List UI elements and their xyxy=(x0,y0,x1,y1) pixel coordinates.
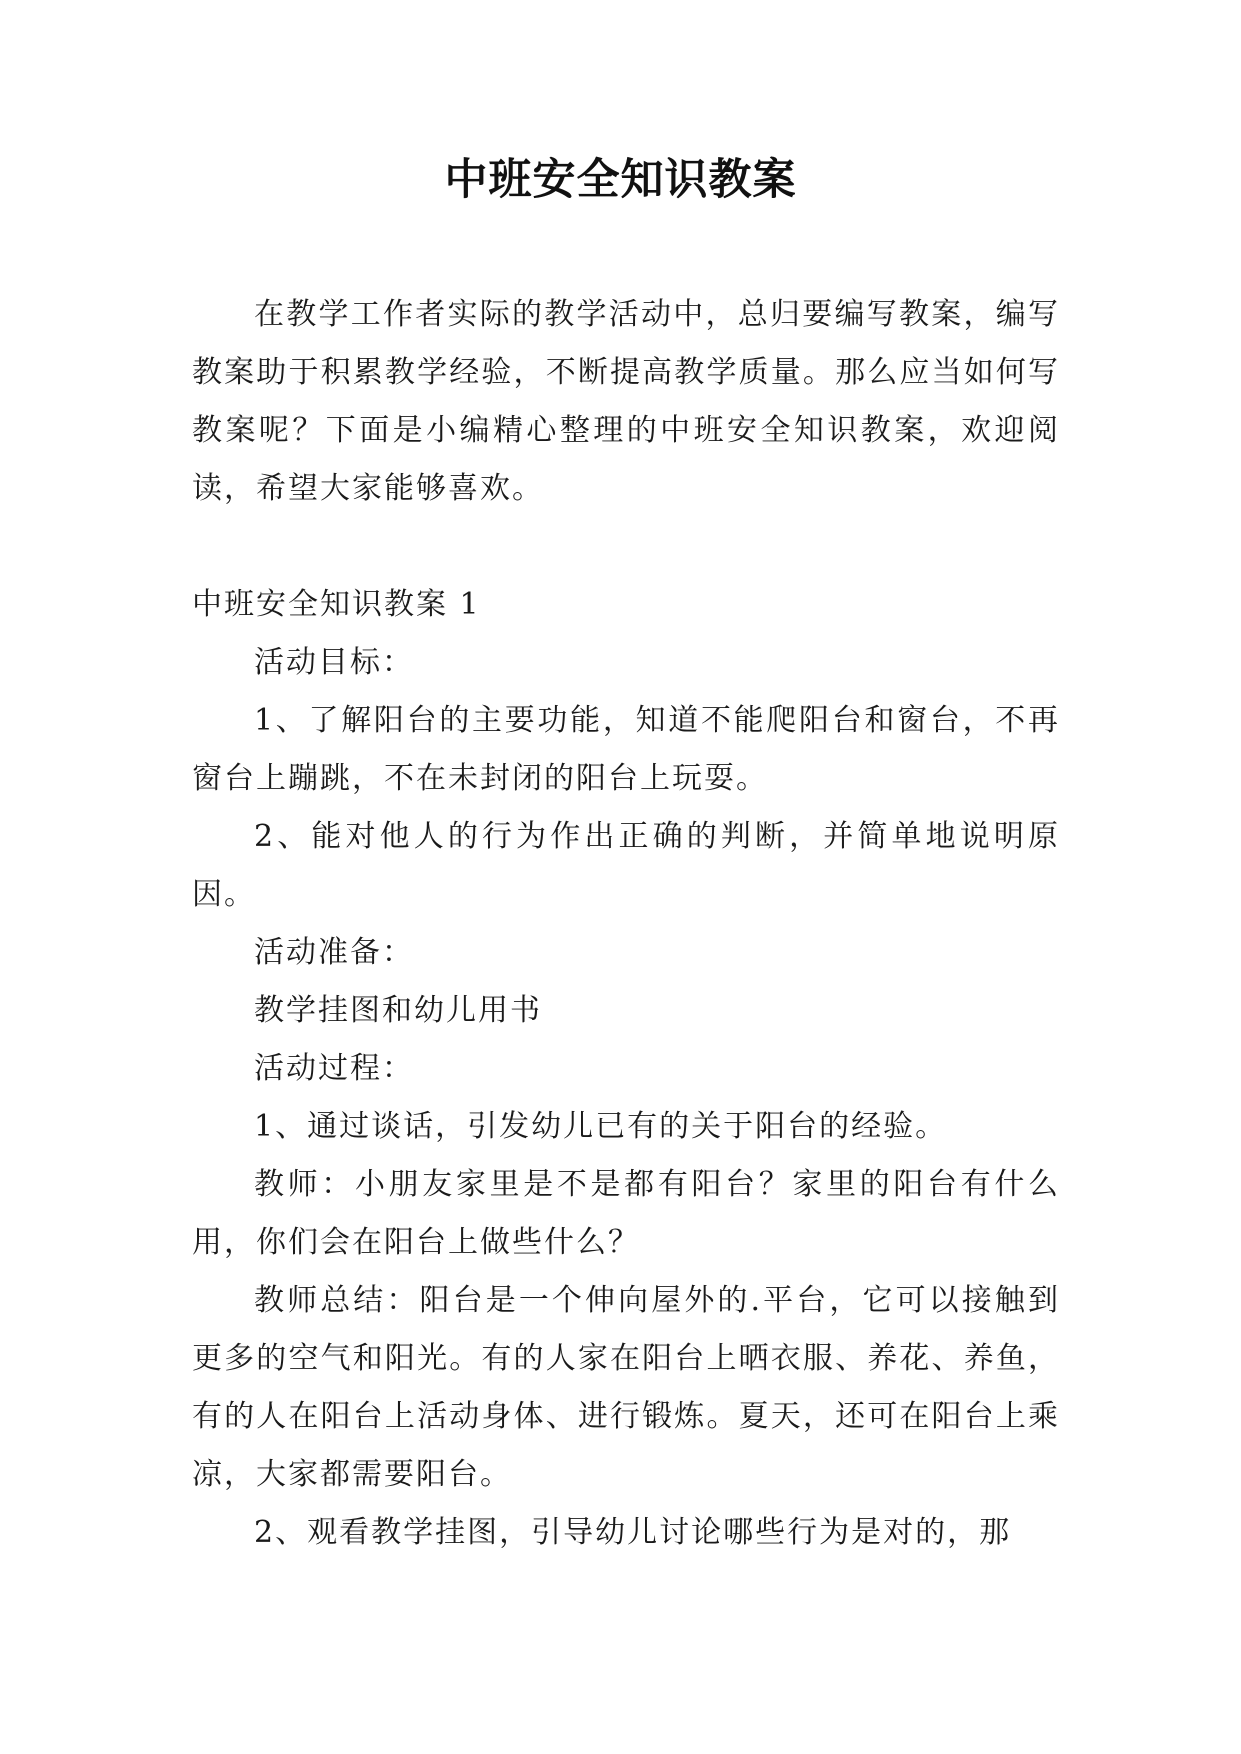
goal-item-1: 1、了解阳台的主要功能，知道不能爬阳台和窗台，不再窗台上蹦跳，不在未封闭的阳台上玩耍。 xyxy=(192,703,1060,796)
document-body xyxy=(192,286,1060,1562)
activity-prep-label: 活动准备： xyxy=(254,935,414,970)
intro-paragraph: 在教学工作者实际的教学活动中，总归要编写教案，编写教案助于积累教学经验，不断提高教学质量。那么应当如何写教案呢？下面是小编精心整理的中班安全知识教案，欢迎阅读，希望大家能够喜欢。 xyxy=(192,297,1060,506)
goal-item-2: 2、能对他人的行为作出正确的判断，并简单地说明原因。 xyxy=(192,819,1060,912)
process-step-2: 2、观看教学挂图，引导幼儿讨论哪些行为是对的，那 xyxy=(254,1515,1012,1550)
teacher-summary-paragraph: 教师总结：阳台是一个伸向屋外的.平台，它可以接触到更多的空气和阳光。有的人家在阳台上晒衣服、养花、养鱼，有的人在阳台上活动身体、进行锻炼。夏天，还可在阳台上乘凉，大家都需要阳台。 xyxy=(192,1283,1060,1492)
teacher-question-paragraph: 教师：小朋友家里是不是都有阳台？家里的阳台有什么用，你们会在阳台上做些什么？ xyxy=(192,1167,1060,1260)
document-title: 中班安全知识教案 xyxy=(444,155,797,205)
activity-goals-label: 活动目标： xyxy=(254,645,414,680)
process-step-1: 1、通过谈话，引发幼儿已有的关于阳台的经验。 xyxy=(254,1109,948,1144)
prep-item: 教学挂图和幼儿用书 xyxy=(254,993,542,1028)
section-heading: 中班安全知识教案 1 xyxy=(192,587,481,622)
activity-process-label: 活动过程： xyxy=(254,1051,414,1086)
